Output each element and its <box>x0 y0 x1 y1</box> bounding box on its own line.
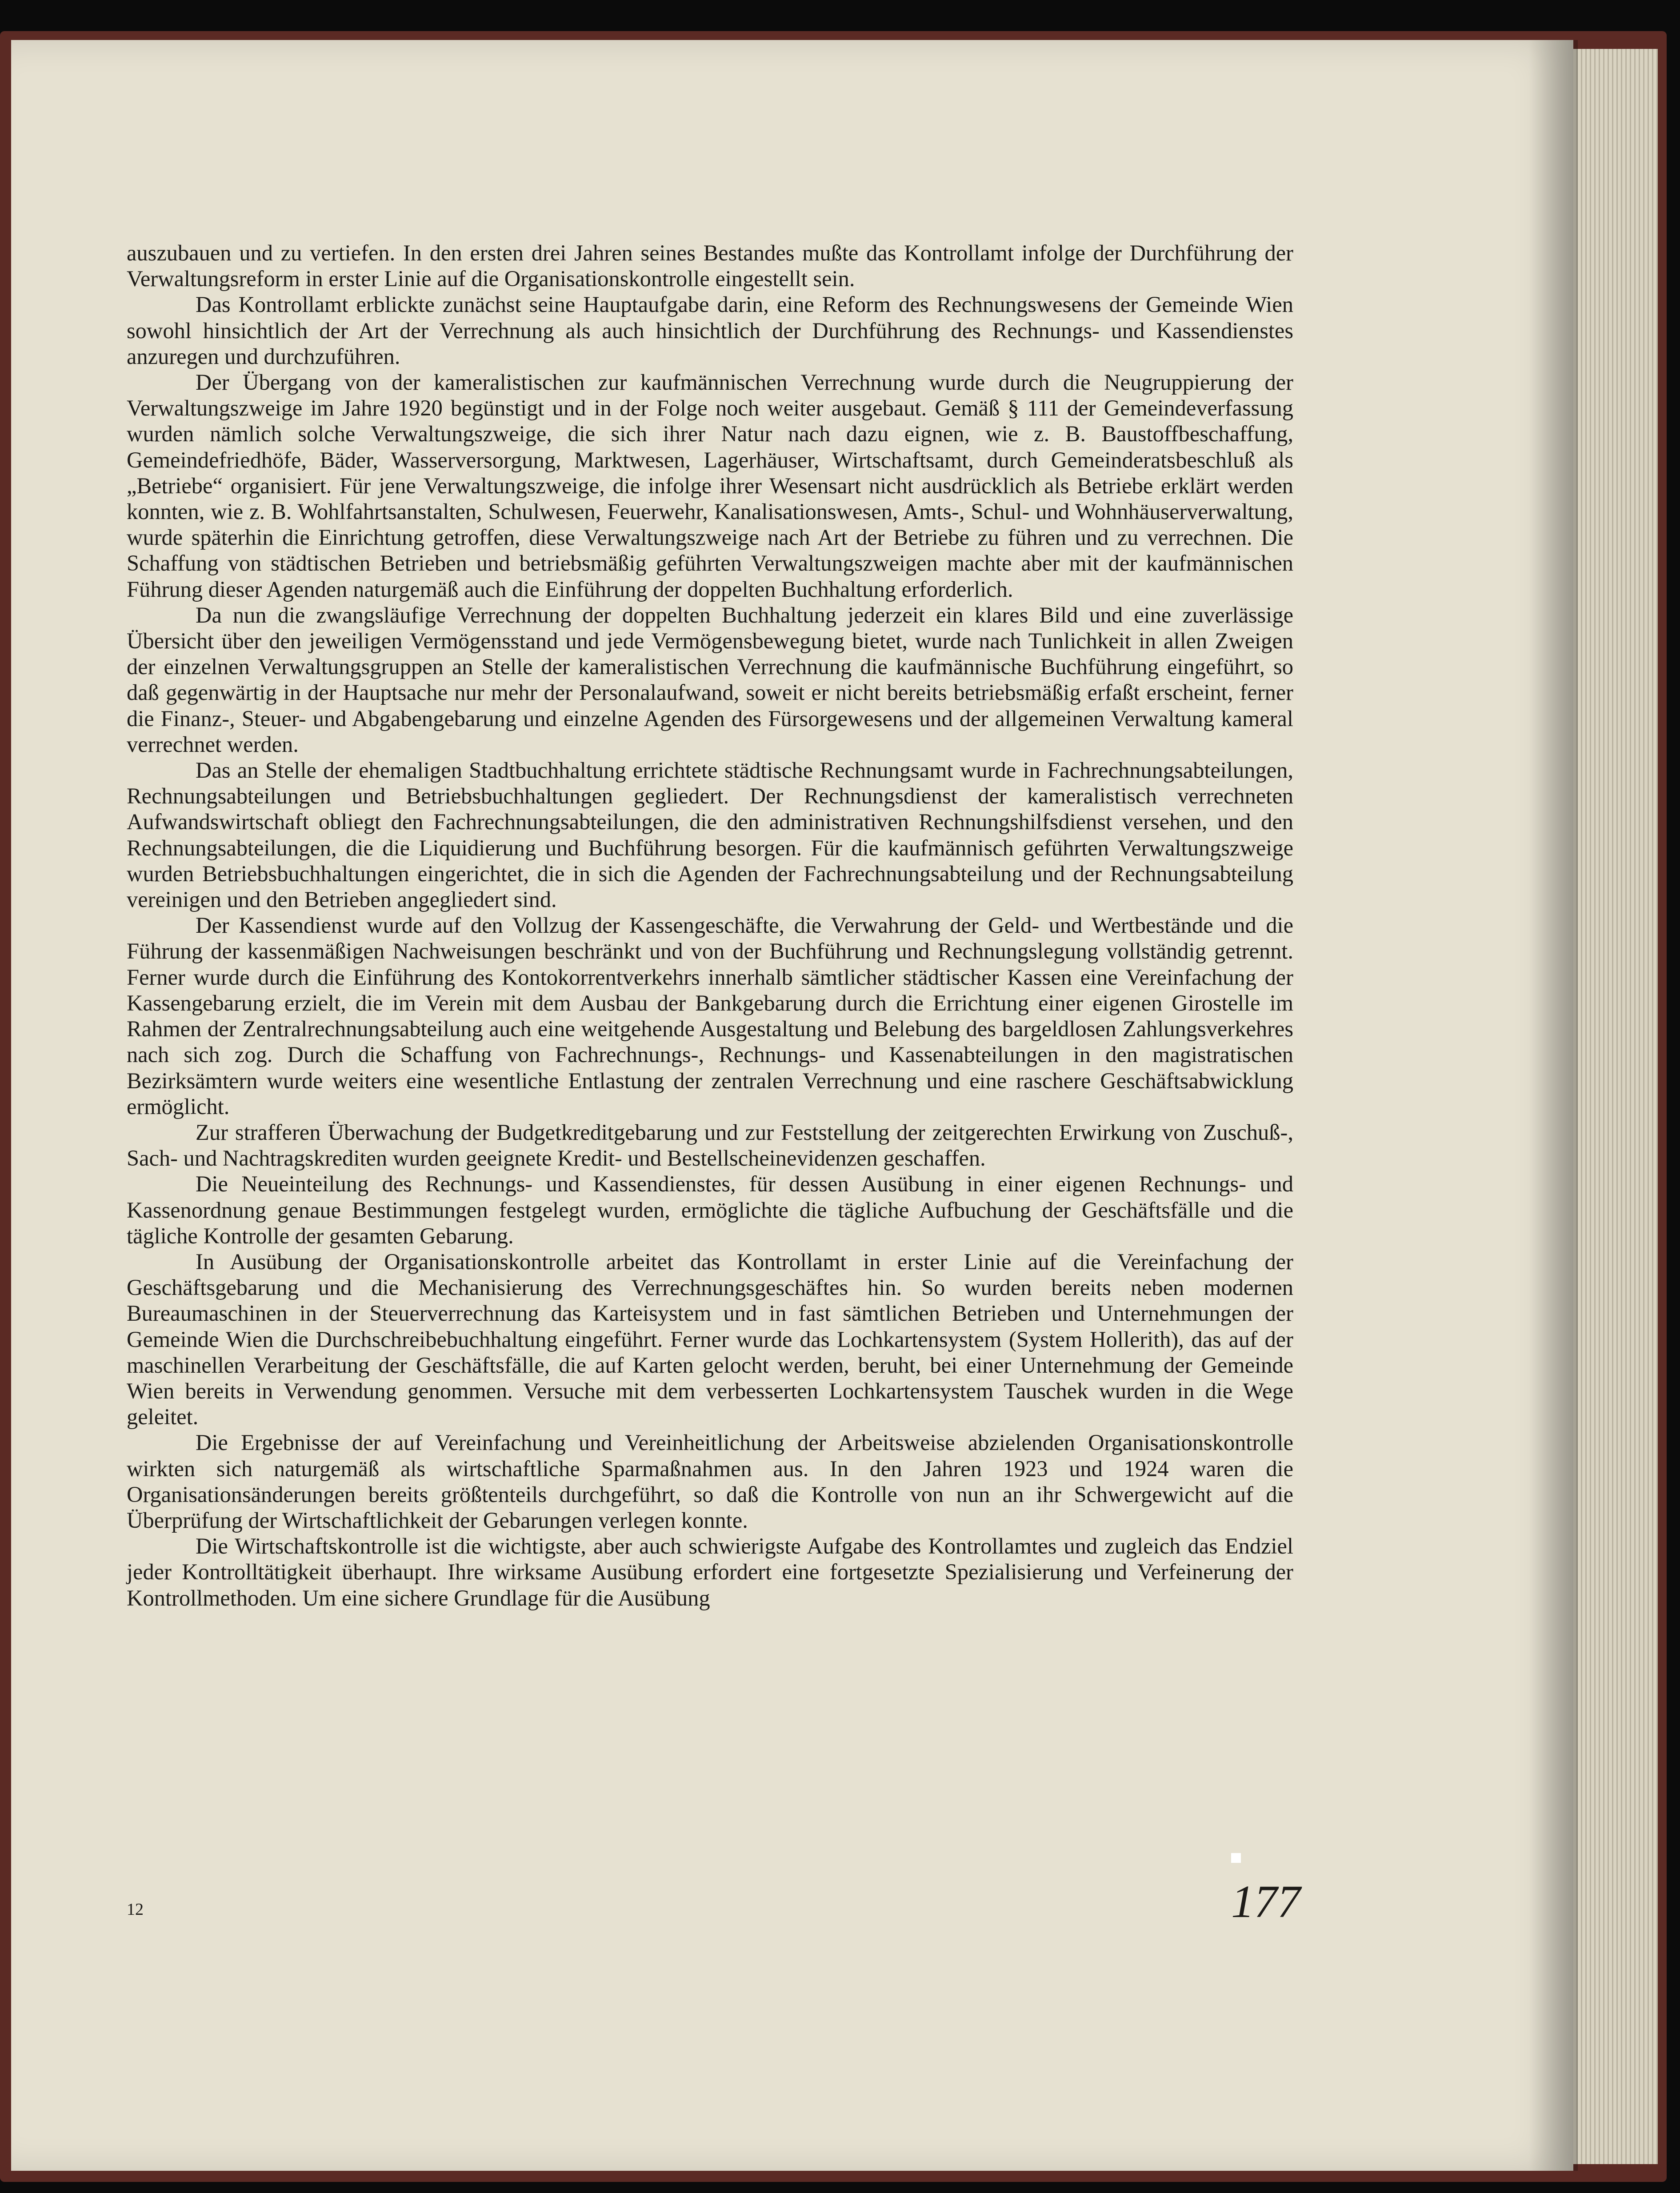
paragraph: Der Übergang von der kameralistischen zur kaufmännischen Verrechnung wurde durch die Neugruppierung der Verwaltungszweige im Jahre 1920 begünstigt und in der Folge noch weiter ausgebaut. Gemäß § 111 der Gemeindeverfassung wurden nämlich solche Verwaltungszweige, die sich ihrer Natur nach dazu eignen, wie z. B. Baustoffbeschaffung, Gemeindefriedhöfe, Bäder, Wasserversorgung, Marktwesen, Lagerhäuser, Wirtschaftsamt, durch Gemeinderatsbeschluß als „Betriebe“ organisiert. Für jene Verwaltungszweige, die infolge ihrer Wesensart nicht ausdrücklich als Betriebe erklärt werden konnten, wie z. B. Wohlfahrtsanstalten, Schulwesen, Feuerwehr, Kanalisationswesen, Amts-, Schul- und Wohnhäuserverwaltung, wurde späterhin die Einrichtung getroffen, diese Verwaltungszweige nach Art der Betriebe zu führen und zu verrechnen. Die Schaffung von städtischen Betrieben und betriebsmäßig geführten Verwaltungszweigen machte aber mit der kaufmännischen Führung dieser Agenden naturgemäß auch die Einführung der doppelten Buchhaltung erforderlich. <box>127 370 1293 602</box>
paragraph: Die Neueinteilung des Rechnungs- und Kassendienstes, für dessen Ausübung in einer eigenen Rechnungs- und Kassenordnung genaue Bestimmungen festgelegt wurden, ermöglichte die tägliche Aufbuchung der Geschäftsfälle und die tägliche Kontrolle der gesamten Gebarung. <box>127 1171 1293 1248</box>
paragraph: Die Ergebnisse der auf Vereinfachung und Vereinheitlichung der Arbeitsweise abzielenden Organisationskontrolle wirkten sich naturgemäß als wirtschaftliche Sparmaßnahmen aus. In den Jahren 1923 und 1924 waren die Organisationsänderungen bereits größtenteils durchgeführt, so daß die Kontrolle von nun an ihr Schwergewicht auf die Überprüfung der Wirtschaftlichkeit der Gebarungen verlegen konnte. <box>127 1430 1293 1533</box>
paragraph: Da nun die zwangsläufige Verrechnung der doppelten Buchhaltung jederzeit ein klares Bild und eine zuverlässige Übersicht über den jeweiligen Vermögensstand und jede Vermögensbewegung bietet, wurde nach Tunlichkeit in allen Zweigen der einzelnen Verwaltungsgruppen an Stelle der kameralistischen Verrechnung die kaufmännische Buchführung eingeführt, so daß gegenwärtig in der Hauptsache nur mehr der Personalaufwand, soweit er nicht bereits betriebsmäßig erfaßt erscheint, ferner die Finanz-, Steuer- und Abgabengebarung und einzelne Agenden des Fürsorgewesens und der allgemeinen Verwaltung kameral verrechnet werden. <box>127 602 1293 757</box>
body-text <box>127 240 1293 1611</box>
paragraph: auszubauen und zu vertiefen. In den ersten drei Jahren seines Bestandes mußte das Kontrollamt infolge der Durchführung der Verwaltungsreform in erster Linie auf die Organisationskontrolle eingestellt sein. <box>127 240 1293 292</box>
paper-speck <box>1231 1853 1241 1863</box>
paragraph: Die Wirtschaftskontrolle ist die wichtigste, aber auch schwierigste Aufgabe des Kontrollamtes und zugleich das Endziel jeder Kontrolltätigkeit überhaupt. Ihre wirksame Ausübung erfordert eine fortgesetzte Spezialisierung und Verfeinerung der Kontrollmethoden. Um eine sichere Grundlage für die Ausübung <box>127 1534 1293 1610</box>
paragraph: Zur strafferen Überwachung der Budgetkreditgebarung und zur Feststellung der zeitgerechten Erwirkung von Zuschuß-, Sach- und Nachtragskrediten wurden geeignete Kredit- und Bestellscheinevidenzen geschaffen. <box>127 1119 1293 1171</box>
gutter-shadow <box>1529 40 1578 2171</box>
sheet-signature: 12 <box>127 1900 144 1919</box>
page-number: 177 <box>1231 1876 1300 1927</box>
paragraph: Der Kassendienst wurde auf den Vollzug der Kassengeschäfte, die Verwahrung der Geld- und Wertbestände und die Führung der kassenmäßigen Nachweisungen beschränkt und von der Buchführung und Rechnungslegung vollständig getrennt. Ferner wurde durch die Einführung des Kontokorrentverkehrs innerhalb sämtlicher städtischer Kassen eine Vereinfachung der Kassengebarung erzielt, die im Verein mit dem Ausbau der Bankgebarung durch die Errichtung einer eigenen Girostelle im Rahmen der Zentralrechnungsabteilung auch eine weitgehende Ausgestaltung und Belebung des bargeldlosen Zahlungsverkehres nach sich zog. Durch die Schaffung von Fachrechnungs-, Rechnungs- und Kassenabteilungen in den magistratischen Bezirksämtern wurde weiters eine wesentliche Entlastung der zentralen Verrechnung und eine raschere Geschäftsabwicklung ermöglicht. <box>127 913 1293 1119</box>
paragraph: Das an Stelle der ehemaligen Stadtbuchhaltung errichtete städtische Rechnungsamt wurde in Fachrechnungsabteilungen, Rechnungsabteilungen und Betriebsbuchhaltungen gegliedert. Der Rechnungsdienst der kameralistisch verrechneten Aufwandswirtschaft obliegt den Fachrechnungsabteilungen, die den administrativen Rechnungshilfsdienst versehen, und den Rechnungsabteilungen, die die Liquidierung und Buchführung besorgen. Für die kaufmännisch geführten Verwaltungszweige wurden Betriebsbuchhaltungen eingerichtet, die in sich die Agenden der Fachrechnungsabteilung und der Rechnungsabteilung vereinigen und den Betrieben angegliedert sind. <box>127 758 1293 912</box>
paragraph: Das Kontrollamt erblickte zunächst seine Hauptaufgabe darin, eine Reform des Rechnungswesens der Gemeinde Wien sowohl hinsichtlich der Art der Verrechnung als auch hinsichtlich der Durchführung des Rechnungs- und Kassendienstes anzuregen und durchzuführen. <box>127 292 1293 369</box>
paragraph: In Ausübung der Organisationskontrolle arbeitet das Kontrollamt in erster Linie auf die Vereinfachung der Geschäftsgebarung und die Mechanisierung des Verrechnungsgeschäftes hin. So wurden bereits neben modernen Bureaumaschinen in der Steuerverrechnung das Karteisystem und in fast sämtlichen Betrieben und Unternehmungen der Gemeinde Wien die Durchschreibebuchhaltung eingeführt. Ferner wurde das Lochkartensystem (System Hollerith), das auf der maschinellen Verarbeitung der Geschäftsfälle, die auf Karten gelocht werden, beruht, bei einer Unternehmung der Gemeinde Wien bereits in Verwendung genommen. Versuche mit dem verbesserten Lochkartensystem Tauschek wurden in die Wege geleitet. <box>127 1249 1293 1430</box>
